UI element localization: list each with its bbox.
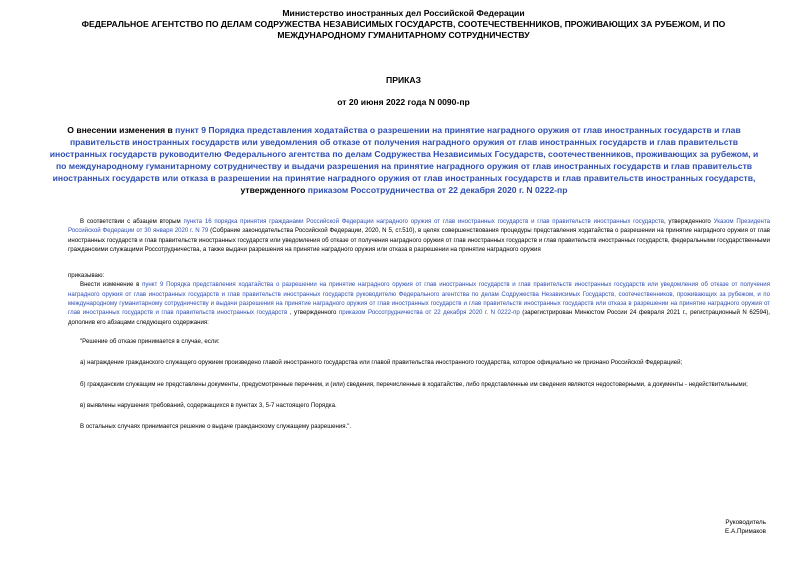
preamble-text-a: В соответствии с абзацем вторым xyxy=(80,218,184,225)
amendment-text-a: Внести изменение в xyxy=(80,281,143,289)
preamble-link-rules[interactable]: пункта 16 порядка принятия гражданами Российской Федерации наградного оружия от глав иностранных государств и глав правительств иностранных государств xyxy=(183,218,664,225)
title-link-order[interactable]: приказом Россотрудничества от 22 декабря 2020 г. N 0222-пр xyxy=(307,185,568,195)
preamble-text-b: , утвержденного xyxy=(663,218,714,225)
document-date: от 20 июня 2022 года N 0090-пр xyxy=(337,97,470,107)
agency-name-line2: МЕЖДУНАРОДНОМУ ГУМАНИТАРНОМУ СОТРУДНИЧЕСТВУ xyxy=(277,30,530,40)
amendment-link-order[interactable]: приказом Россотрудничества от 22 декабря 2020 г. N 0222-пр xyxy=(338,309,520,317)
closing-paragraph: В остальных случаях принимается решение о выдаче гражданскому служащему разрешения.". xyxy=(80,423,352,431)
document-title xyxy=(44,124,764,196)
document-header xyxy=(40,8,767,41)
document-type: ПРИКАЗ xyxy=(386,75,421,85)
preamble-link-decree[interactable]: Указом Президента Российской Федерации от 30 января 2020 г. N 79 xyxy=(68,218,771,235)
amendment-text-c: (зарегистрирован Минюстом России 24 февраля 2021 г., регистрационный N 62594), дополнив его абзацами следующего содержания: xyxy=(68,309,770,326)
title-middle: утвержденного xyxy=(240,185,308,195)
list-item-c: в) выявлены нарушения требований, содержащихся в пунктах 3, 5-7 настоящего Порядка. xyxy=(80,401,337,409)
preamble-paragraph xyxy=(68,217,770,254)
list-item-a: а) награждение гражданского служащего оружием произведено главой иностранного государства или главой правительства иностранного государства, которое официально не признано Российской Федерацией; xyxy=(80,359,683,367)
title-link-procedure[interactable]: пункт 9 Порядка представления ходатайства о разрешении на принятие наградного оружия от глав иностранных государств и глав правительств иностранных государств или уведомления об отказе от получения наградного оружия от глав иностранных государств и глав правительств иностранных государств руководителю Федерального агентства по делам Содружества Независимых Государств, соотечественников, проживающих за рубежом, и по международному гуманитарному сотрудничеству и выдачи разрешения на принятие наградного оружия от глав иностранных государств и глав правительств иностранных государств или отказа в разрешении на принятие наградного оружия от глав иностранных государств и глав правительств иностранных государств, xyxy=(49,125,759,183)
title-prefix: О внесении изменения в xyxy=(67,125,176,135)
quote-intro: "Решение об отказе принимается в случае, если: xyxy=(80,337,220,345)
order-word: приказываю: xyxy=(68,272,105,280)
amendment-link-procedure[interactable]: пункт 9 Порядка представления ходатайства о разрешении на принятие наградного оружия от глав иностранных государств и глав правительств иностранных государств или уведомления об отказе от получения наградного оружия от глав иностранных государств и глав правительств иностранных государств руководителю Федерального агентства по делам Содружества Независимых Государств, соотечественников, проживающих за рубежом, и по международному гуманитарному сотрудничеству и выдачи разрешения на принятие наградного оружия от глав иностранных государств и глав правительств иностранных государств или отказа в разрешении на принятие наградного оружия от глав иностранных государств и глав правительств иностранных государств xyxy=(68,281,770,317)
signature-block xyxy=(725,518,766,536)
ministry-name: Министерство иностранных дел Российской Федерации xyxy=(282,8,525,18)
signature-name: Е.А.Примаков xyxy=(725,528,766,535)
agency-name-line1: ФЕДЕРАЛЬНОЕ АГЕНТСТВО ПО ДЕЛАМ СОДРУЖЕСТВА НЕЗАВИСИМЫХ ГОСУДАРСТВ, СООТЕЧЕСТВЕННИКОВ, ПРОЖИВАЮЩИХ ЗА РУБЕЖОМ, И ПО xyxy=(81,19,726,29)
list-item-b: б) гражданским служащим не представлены документы, предусмотренные перечнем, и (или) сведения, перечисленные в ходатайстве, либо представленные им сведения являются недостоверными, а документы - недействительными; xyxy=(80,380,748,388)
preamble-text-c: (Собрание законодательства Российской Федерации, 2020, N 5, ст.510), в целях совершенствования процедуры представления ходатайства о разрешении на принятие наградного оружия от глав иностранных государств и глав правительств иностранных государств или уведомления об отказе от получения наградного оружия от глав иностранных государств и глав правительств иностранных государств, федеральными государственными гражданскими служащими Россотрудничества, а также выдачи разрешения на принятие наградного оружия или отказа в разрешении на принятие наградного оружия xyxy=(68,227,770,253)
amendment-text-b: , утвержденного xyxy=(287,309,339,317)
signature-position: Руководитель xyxy=(725,519,766,526)
amendment-paragraph xyxy=(68,280,770,326)
document-body xyxy=(68,217,770,431)
